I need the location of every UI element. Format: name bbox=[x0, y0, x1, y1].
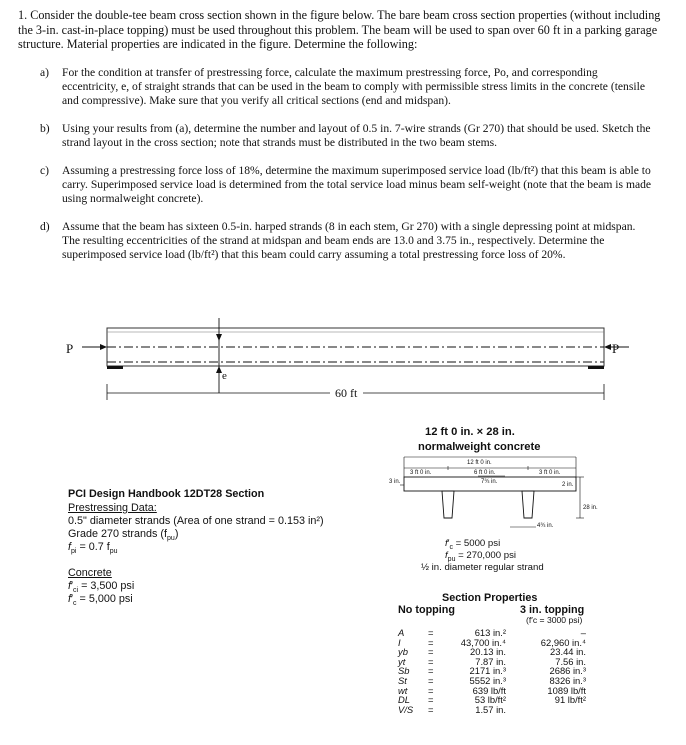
prop-topping-value: 62,960 in.⁴ bbox=[540, 636, 586, 648]
dim-stem-bottom: 4¾ in. bbox=[537, 523, 554, 529]
section-subtitle: normalweight concrete bbox=[418, 441, 541, 453]
prop-topping-value: 23.44 in. bbox=[550, 646, 586, 658]
fci-value: $f'_{ci} = 3,500$ psi bbox=[68, 580, 135, 595]
prestressing-heading: Prestressing Data: bbox=[68, 502, 157, 514]
prop-symbol: A bbox=[398, 627, 405, 638]
prop-symbol: DL bbox=[398, 694, 410, 706]
concrete-heading: Concrete bbox=[68, 567, 112, 579]
dim-topping: 3 in. bbox=[389, 479, 401, 485]
part-text: Using your results from (a), determine the number and layout of 0.5 in. 7-wire strands (Gr 270) that should be used. Sketch the strand layout in the cross section; note that strands must be distributed in the two beam stems. bbox=[62, 122, 651, 149]
prop-topping-value: 7.56 in. bbox=[555, 655, 586, 667]
prop-symbol: V/S bbox=[398, 703, 414, 715]
prop-symbol: St bbox=[398, 675, 407, 686]
part-text: For the condition at transfer of prestressing force, calculate the maximum prestressing force, Po, and corresponding eccentricity, e, of straight strands that can be used in the beam to comply with permissible stress limits in the concrete (tensile and compressive). Make sure that you verify all critical sections (end and midspan). bbox=[62, 66, 645, 107]
prop-equals: = bbox=[428, 636, 434, 648]
part-label: a) bbox=[40, 66, 50, 79]
prop-topping-value: 1089 lb/ft bbox=[547, 684, 586, 696]
prop-topping-value: 2686 in.³ bbox=[549, 665, 586, 677]
right-support bbox=[588, 366, 604, 369]
topping-note: (f′c = 3000 psi) bbox=[526, 615, 583, 625]
left-stem bbox=[442, 491, 454, 518]
left-support bbox=[107, 366, 123, 369]
prop-symbol: wt bbox=[398, 684, 408, 696]
prop-topping-value: – bbox=[580, 627, 586, 638]
fpi-value: $f_{pi} = 0.7$ $f_{pu}$ bbox=[68, 541, 118, 556]
prop-equals: = bbox=[428, 627, 434, 638]
prop-no-topping-value: 20.13 in. bbox=[470, 646, 506, 658]
dim-flange-depth: 2 in. bbox=[562, 482, 574, 488]
prop-equals: = bbox=[428, 646, 434, 658]
strand-grade: Grade 270 strands $(f_{pu})$ bbox=[68, 528, 179, 543]
props-title: Section Properties bbox=[442, 592, 538, 604]
section-title: 12 ft 0 in. × 28 in. bbox=[425, 426, 515, 438]
prop-equals: = bbox=[428, 694, 434, 706]
prop-symbol: yt bbox=[398, 655, 406, 667]
part-text: Assume that the beam has sixteen 0.5-in. harped strands (8 in each stem, Gr 270) with a single depressing point at midspan. The resulting eccentricities of the strand at midspan and beam ends are 13.0 and 3.75 in., respectively. Determine the superimposed service load (lb/ft²) that this beam could carry assuming a total prestressing force loss of 20%. bbox=[62, 220, 636, 261]
problem-intro: 1. Consider the double-tee beam cross section shown in the figure below. The bare beam cross section properties (without including the 3-in. cast-in-place topping) must be used throughout this problem. The beam will be used to span over 60 ft in a parking garage structure. Material properties are indicated in the figure. Determine the following: bbox=[18, 8, 661, 51]
section-fc: $f'_c = 5000$ psi bbox=[445, 538, 501, 551]
prop-equals: = bbox=[428, 675, 434, 686]
no-topping-heading: No topping bbox=[398, 604, 455, 616]
topping-heading: 3 in. topping bbox=[520, 604, 585, 616]
prop-topping-value: 91 lb/ft² bbox=[554, 694, 586, 706]
double-tee-section bbox=[400, 457, 584, 527]
prop-no-topping-value: 639 lb/ft bbox=[472, 684, 506, 696]
prop-no-topping-value: 1.57 in. bbox=[475, 703, 506, 715]
prop-symbol: I bbox=[398, 636, 401, 648]
section-fpu: $f_{pu} = 270,000$ psi bbox=[445, 550, 517, 563]
dim-depth: 28 in. bbox=[583, 505, 598, 511]
prop-equals: = bbox=[428, 665, 434, 677]
prop-topping-value: 8326 in.³ bbox=[549, 675, 586, 686]
left-force-label: P bbox=[66, 341, 74, 356]
part-label: d) bbox=[40, 220, 50, 233]
dim-total-width: 12 ft 0 in. bbox=[467, 460, 492, 466]
prop-equals: = bbox=[428, 703, 434, 715]
prop-no-topping-value: 43,700 in.⁴ bbox=[460, 636, 506, 648]
prop-no-topping-value: 7.87 in. bbox=[475, 655, 506, 667]
right-force-label: P bbox=[612, 341, 620, 356]
prop-equals: = bbox=[428, 684, 434, 696]
part-label: b) bbox=[40, 122, 50, 135]
prop-symbol: yb bbox=[398, 646, 408, 658]
eccentricity-label: e bbox=[222, 370, 227, 382]
fc-value: $f'_c = 5,000$ psi bbox=[68, 593, 133, 608]
dim-center: 6 ft 0 in. bbox=[474, 470, 496, 476]
prop-no-topping-value: 53 lb/ft² bbox=[474, 694, 506, 706]
section-strand: ½ in. diameter regular strand bbox=[421, 562, 544, 573]
right-stem bbox=[522, 491, 534, 518]
dim-stem-top: 7¾ in. bbox=[481, 479, 498, 485]
span-label: 60 ft bbox=[335, 386, 358, 400]
prop-no-topping-value: 613 in.² bbox=[474, 627, 506, 638]
dim-flange-left: 3 ft 0 in. bbox=[410, 470, 432, 476]
prop-no-topping-value: 2171 in.³ bbox=[469, 665, 506, 677]
prop-equals: = bbox=[428, 655, 434, 667]
part-text: Assuming a prestressing force loss of 18%, determine the maximum superimposed service load (lb/ft²) that this beam is able to carry. Superimposed service load is determined from the total service load minus beam self-weight (note that the beam is made using normalweight concrete). bbox=[62, 164, 652, 205]
dim-flange-right: 3 ft 0 in. bbox=[539, 470, 561, 476]
prop-symbol: Sb bbox=[398, 665, 410, 677]
part-label: c) bbox=[40, 164, 50, 177]
prop-no-topping-value: 5552 in.³ bbox=[469, 675, 506, 686]
strand-area: 0.5" diameter strands (Area of one strand = 0.153 in²) bbox=[68, 515, 324, 527]
pci-title: PCI Design Handbook 12DT28 Section bbox=[68, 488, 265, 500]
